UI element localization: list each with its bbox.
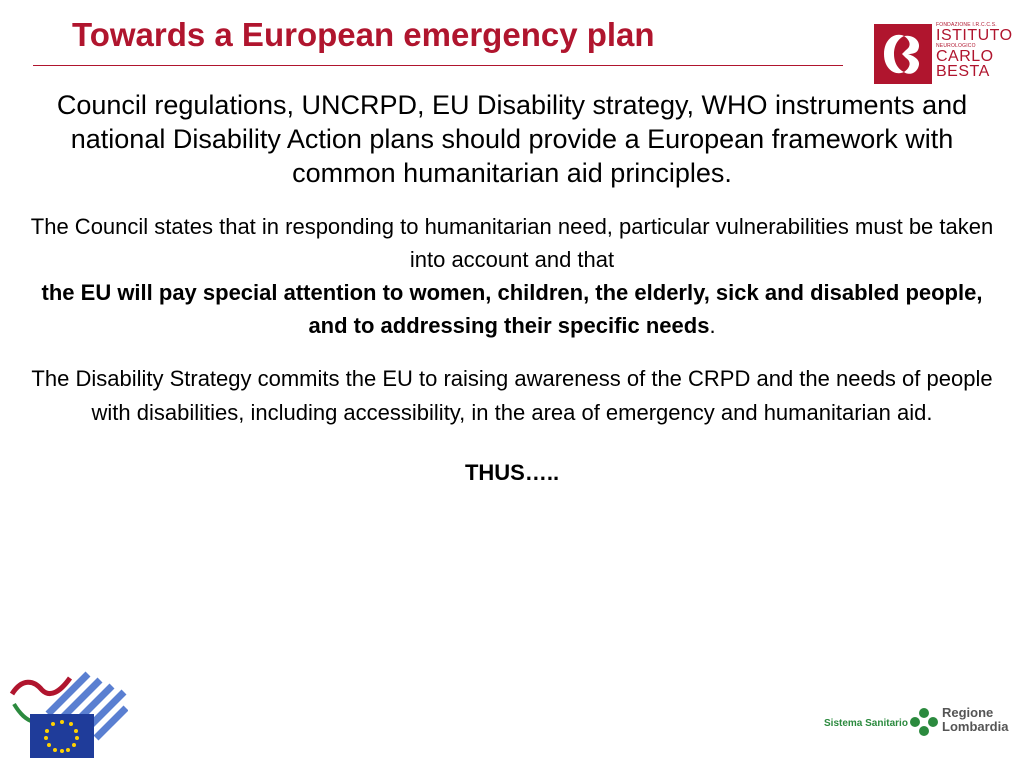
council-emphasis-text: the EU will pay special attention to women, children, the elderly, sick and disabled people, and to addressing their specific needs [41,280,983,338]
paragraph-frameworks: Council regulations, UNCRPD, EU Disability strategy, WHO instruments and national Disability Action plans should provide a European framework with common humanitarian aid principles. [56,90,968,188]
besta-neurologico-line: NEUROLOGICO [936,43,976,49]
besta-wordmark [936,22,1013,79]
council-intro-text: The Council states that in responding to humanitarian need, particular vulnerabilities must be taken into account and that [30,214,994,272]
sistema-sanitario-label: Sistema Sanitario [824,718,908,729]
regione-lombardia-logo [824,704,1024,744]
besta-mark-icon [874,24,932,84]
paragraph-council [30,210,994,342]
title-divider [33,65,843,66]
paragraph-disability-strategy: The Disability Strategy commits the EU to raising awareness of the CRPD and the needs of people with disabilities, including accessibility, in the area of emergency and humanitarian aid. [31,366,993,425]
regione-line: Regione [942,705,994,720]
besta-institute-logo [874,20,1014,86]
closing-text: THUS….. [464,460,560,485]
besta-foundation-line: FONDAZIONE I.R.C.C.S. [936,22,997,28]
slide-body [30,88,994,490]
slide-title: Towards a European emergency plan [72,16,655,53]
besta-carlo-line: CARLO [936,48,994,65]
besta-istituto-line: ISTITUTO [936,27,1013,44]
besta-besta-line: BESTA [936,63,990,80]
council-end-text: . [709,313,716,338]
regione-lombardia-wordmark [942,706,1008,734]
lombardia-line: Lombardia [942,719,1009,734]
eu-flag-logo [8,668,128,760]
lombardia-rose-icon [908,706,940,738]
